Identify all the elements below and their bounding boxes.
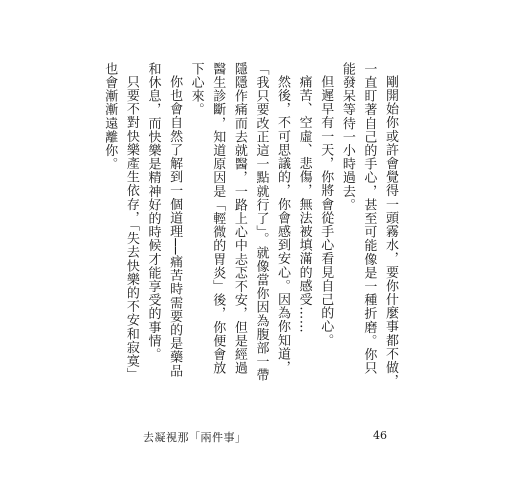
paragraph-1: 剛開始你或許會覺得一頭霧水，要你什麼事都不做，一直盯著自己的手心，甚至可能像是一種折磨。你只能發呆等待一小時過去。: [339, 62, 398, 388]
paragraph-3: 痛苦、空虛、悲傷，無法被填滿的感受……: [296, 75, 312, 334]
paragraph-5: 你也會自然了解到一個道理──痛苦時需要的是藥品和休息，而快樂是精神好的時候才能享受的事情。: [145, 62, 183, 378]
vertical-body-text: [99, 62, 401, 388]
paragraph-2: 但遲早有一天，你將會從手心看見自己的心。: [318, 75, 334, 347]
page-number: 46: [373, 429, 387, 442]
running-footer-title: 去凝視那「兩件事」: [143, 431, 247, 444]
paragraph-6: 只要不對快樂產生依存，「失去快樂的不安和寂寞」也會漸漸遠離你。: [102, 62, 139, 382]
paragraph-4: 然後，不可思議的，你會感到安心。因為你知道，「我只要改正這一點就行了」。就像當你因為腹部一帶隱隱作痛而去就醫，一路上心中忐忑不安，但是經過醫生診斷，知道原因是「輕微的胃炎」後，你便會放下心來。: [188, 62, 291, 382]
